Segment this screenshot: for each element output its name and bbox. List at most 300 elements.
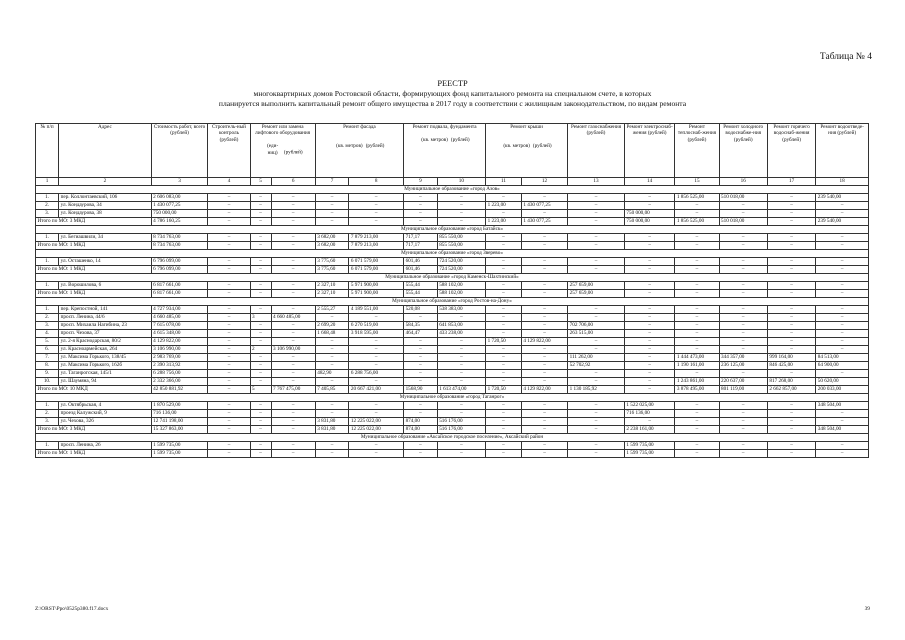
header-facade-title: Ремонт фасада [343,124,376,130]
table-cell: 348 504,00 [816,402,869,410]
table-cell: – [404,218,438,226]
table-cell: 200 033,00 [816,386,869,394]
table-cell: – [349,210,404,218]
file-path: Z:\ORST\Ppo\0525p380.f17.docx [35,606,109,612]
table-cell: – [521,322,567,330]
table-cell: – [675,314,719,322]
table-cell: – [486,410,522,418]
table-cell: – [521,410,567,418]
municipality-name: Муниципальное образование «город Таганрог» [36,394,869,402]
table-cell: – [404,346,438,354]
table-cell: – [208,426,250,434]
table-cell: – [404,370,438,378]
table-cell: – [675,402,719,410]
table-cell: – [568,426,625,434]
table-cell: – [719,314,767,322]
table-cell: – [250,450,271,458]
table-cell: – [624,322,674,330]
header-cold: Ремонт холодного водоснабже-ния (рублей) [719,124,767,178]
total-row [36,450,869,458]
table-cell: 601,46 [404,258,438,266]
header-facade-m: (кв. метров) [336,143,363,150]
column-number-cell: 15 [675,178,719,186]
table-cell: 348 504,00 [816,426,869,434]
table-cell: – [486,234,522,242]
table-cell: 7 767 475,00 [271,386,315,394]
table-cell: – [521,370,567,378]
table-cell: 1 190 161,00 [675,362,719,370]
table-cell: – [719,306,767,314]
table-cell: – [719,402,767,410]
table-cell: – [816,330,869,338]
table-cell: – [521,282,567,290]
total-row [36,218,869,226]
municipality-section-row [36,226,869,234]
header-address: Адрес [59,124,152,178]
table-cell: 1 243 861,00 [675,378,719,386]
column-number-cell: 13 [568,178,625,186]
table-cell: 433 238,00 [437,330,485,338]
table-cell: – [404,314,438,322]
total-row [36,242,869,250]
address-cell: ул. Таганрогская, 145/1 [59,370,152,378]
table-cell: 64 900,00 [816,362,869,370]
table-cell: – [349,194,404,202]
table-cell: – [568,346,625,354]
table-cell: – [624,314,674,322]
table-cell: – [250,378,271,386]
table-cell: 4 660 485,00 [151,314,208,322]
table-cell: – [719,234,767,242]
table-cell: – [568,306,625,314]
table-cell: – [719,282,767,290]
table-cell: 2 606 083,00 [151,194,208,202]
table-cell: 1 223,00 [486,218,522,226]
table-cell: – [437,314,485,322]
table-cell: – [719,338,767,346]
table-cell: 4 615 348,00 [151,330,208,338]
table-cell: – [767,442,815,450]
table-cell: 3 878 495,00 [675,386,719,394]
table-cell: – [767,370,815,378]
table-cell: – [404,378,438,386]
table-cell: – [521,450,567,458]
table-cell: – [675,242,719,250]
table-cell: 855 550,00 [437,234,485,242]
table-cell: – [208,338,250,346]
table-cell: 1 430 077,25 [151,202,208,210]
table-cell: – [486,210,522,218]
table-cell: – [437,402,485,410]
table-cell: – [767,266,815,274]
table-cell: – [568,258,625,266]
table-cell: – [675,258,719,266]
table-cell: 236 125,00 [719,362,767,370]
table-cell: – [816,314,869,322]
table-row [36,330,869,338]
municipality-section-row [36,298,869,306]
table-cell: – [208,322,250,330]
table-row [36,362,869,370]
table-cell: 42 850 881,92 [151,386,208,394]
table-cell: 510 018,00 [719,194,767,202]
table-cell: 601,46 [404,266,438,274]
table-cell: – [767,338,815,346]
table-cell: – [437,362,485,370]
table-cell: – [568,234,625,242]
row-number: 1. [36,258,59,266]
table-cell: 4 660 485,00 [271,314,315,322]
table-cell: – [315,338,349,346]
table-row [36,210,869,218]
table-cell: 1 599 735,00 [151,442,208,450]
table-row [36,258,869,266]
municipality-section-row [36,250,869,258]
table-cell: 516 176,00 [437,426,485,434]
table-cell: – [437,194,485,202]
table-cell: – [521,378,567,386]
table-cell: – [486,242,522,250]
table-cell: – [208,386,250,394]
row-number: 6. [36,346,59,354]
address-cell: ул. Ворошилова, 6 [59,282,152,290]
table-cell: – [816,242,869,250]
table-cell: – [437,378,485,386]
table-cell: – [208,194,250,202]
header-control: Строитель-ный контроль (рублей) [208,124,250,178]
table-cell: – [675,370,719,378]
table-cell: – [675,346,719,354]
table-cell: – [208,378,250,386]
table-cell: – [816,282,869,290]
table-cell: – [315,402,349,410]
address-cell: ул. Максима Горького, 138/45 [59,354,152,362]
table-cell: 1 856 525,00 [675,194,719,202]
table-cell: – [404,362,438,370]
table-cell: 6 270 519,00 [349,322,404,330]
municipality-section-row [36,434,869,442]
table-cell: – [816,266,869,274]
table-cell: 538 383,00 [437,306,485,314]
table-cell: – [675,410,719,418]
table-cell: – [675,338,719,346]
table-cell: – [568,210,625,218]
table-cell: – [250,242,271,250]
table-cell: – [271,242,315,250]
table-cell: – [437,202,485,210]
header-roof-m: (кв. метров) [503,143,530,150]
table-cell: 555,44 [404,290,438,298]
table-cell: – [816,234,869,242]
table-cell: – [437,338,485,346]
table-cell: 1568,90 [404,386,438,394]
table-cell: – [315,210,349,218]
table-cell: – [719,258,767,266]
table-cell: – [315,194,349,202]
table-cell: – [816,442,869,450]
table-cell: – [486,306,522,314]
table-cell: – [208,210,250,218]
table-cell: – [208,346,250,354]
table-cell: 750 000,00 [624,218,674,226]
column-number-cell: 10 [437,178,485,186]
table-cell: – [624,346,674,354]
table-cell: 7 405,85 [315,386,349,394]
address-cell: ул. Красноармейская, 264 [59,346,152,354]
table-cell: 52 702,92 [568,362,625,370]
row-number: 1. [36,442,59,450]
header-basement [404,124,486,178]
table-cell: 641 853,00 [437,322,485,330]
total-label: Итого по МО: 3 МКД [36,218,152,226]
table-cell: – [816,202,869,210]
table-row [36,346,869,354]
column-number-cell: 6 [271,178,315,186]
column-number-cell: 11 [486,178,522,186]
table-cell: – [568,218,625,226]
table-body [36,186,869,458]
table-cell: 3 775,60 [315,258,349,266]
table-cell: – [568,370,625,378]
table-cell: – [767,194,815,202]
table-cell: – [349,354,404,362]
table-cell: – [271,378,315,386]
table-cell: – [568,338,625,346]
table-cell: – [271,450,315,458]
header-sewer: Ремонт водоотведе-ния (рублей) [816,124,869,178]
table-cell: – [521,242,567,250]
table-cell: – [675,330,719,338]
table-cell: – [208,234,250,242]
table-cell: – [271,362,315,370]
table-cell: – [719,426,767,434]
table-cell: – [624,386,674,394]
table-cell: – [486,370,522,378]
table-cell: – [767,210,815,218]
table-cell: – [208,218,250,226]
table-cell: – [624,418,674,426]
table-cell: 555,44 [404,282,438,290]
table-cell: 724 520,00 [437,266,485,274]
address-cell: пер. Коллонтаевский, 106 [59,194,152,202]
column-number-cell: 1 [36,178,59,186]
table-cell: 482,90 [315,370,349,378]
row-number: 1. [36,234,59,242]
table-cell: – [271,282,315,290]
table-cell: – [675,426,719,434]
table-cell: 5 971 900,00 [349,282,404,290]
table-cell: 1 130 185,92 [568,386,625,394]
table-cell: – [486,314,522,322]
table-cell: – [568,266,625,274]
table-cell: – [271,426,315,434]
table-cell: 6 288 756,00 [151,370,208,378]
address-cell: ул. Максима Горького, 162б [59,362,152,370]
table-row [36,322,869,330]
table-cell: – [271,322,315,330]
table-cell: – [271,354,315,362]
table-cell: – [816,322,869,330]
table-cell: – [486,330,522,338]
total-label: Итого по МО: 3 МКД [36,426,152,434]
table-cell: 3 682,00 [315,234,349,242]
table-cell: – [208,314,250,322]
municipality-name: Муниципальное образование «Аксайское городское поселение», Аксайский район [36,434,869,442]
table-cell: 588 102,00 [437,282,485,290]
table-cell: – [349,378,404,386]
row-number: 10. [36,378,59,386]
table-cell: – [250,410,271,418]
table-cell: 3 831,80 [315,418,349,426]
header-roof [486,124,568,178]
table-cell: 1 430 077,25 [521,218,567,226]
total-row [36,426,869,434]
table-row [36,234,869,242]
table-row [36,314,869,322]
table-cell: 1 668,48 [315,330,349,338]
table-cell: – [816,410,869,418]
table-cell: – [767,410,815,418]
table-cell: 1 599 735,00 [151,450,208,458]
page-number: 39 [864,606,870,612]
table-cell: – [271,210,315,218]
row-number: 8. [36,362,59,370]
table-cell: – [486,322,522,330]
column-number-cell: 5 [250,178,271,186]
header-basement-m: (кв. метров) [421,136,448,143]
table-cell: 4 129 822,00 [521,386,567,394]
table-cell: – [208,306,250,314]
table-cell: 6 817 661,00 [151,290,208,298]
address-cell: ул. Кондаурова, 38 [59,210,152,218]
header-cost: Стоимость работ, всего (рублей) [151,124,208,178]
table-cell: – [208,410,250,418]
column-number-cell: 4 [208,178,250,186]
table-row [36,354,869,362]
table-cell: – [521,306,567,314]
table-cell: – [719,322,767,330]
table-cell: 846 425,00 [767,362,815,370]
row-number: 3. [36,418,59,426]
table-cell: – [624,378,674,386]
table-cell: – [250,282,271,290]
table-cell: – [521,442,567,450]
column-number-cell: 18 [816,178,869,186]
table-cell: – [349,346,404,354]
table-cell: – [816,306,869,314]
table-cell: – [404,354,438,362]
table-cell: 716 136,00 [624,410,674,418]
total-label: Итого по МО: 1 МКД [36,450,152,458]
table-cell: 1 430 077,25 [521,202,567,210]
address-cell: ул. Кондаурова, 34 [59,202,152,210]
table-cell: – [521,346,567,354]
table-row [36,410,869,418]
table-cell: – [208,418,250,426]
row-number: 2. [36,202,59,210]
table-cell: 3 831,80 [315,426,349,434]
table-cell: 257 659,00 [568,290,625,298]
table-cell: – [250,442,271,450]
table-cell: – [568,450,625,458]
document-subtitle-line-2: планируется выполнить капитальный ремонт общего имущества в 2017 году в соответствии с жилищным законодательством, по видам ремонта [218,99,687,108]
table-cell: – [624,202,674,210]
table-cell: – [624,338,674,346]
table-cell: – [767,322,815,330]
column-number-cell: 8 [349,178,404,186]
table-cell: – [719,346,767,354]
address-cell: просп. Михаила Нагибина, 23 [59,322,152,330]
table-cell: – [404,402,438,410]
table-cell: 817 268,00 [767,378,815,386]
table-cell: – [568,242,625,250]
table-cell: 220 637,00 [719,378,767,386]
table-row [36,202,869,210]
table-cell: – [767,282,815,290]
table-cell: – [271,418,315,426]
table-cell: – [486,194,522,202]
table-cell: – [486,290,522,298]
table-cell: 2 [250,346,271,354]
table-number: Таблица № 4 [819,52,872,62]
table-cell: – [271,266,315,274]
table-cell: – [271,194,315,202]
table-cell: – [486,354,522,362]
table-cell: – [568,402,625,410]
table-cell: 1 720,50 [486,338,522,346]
table-cell: 3 [250,314,271,322]
header-electric: Ремонт электроснаб-жения (рублей) [624,124,674,178]
table-row [36,418,869,426]
table-cell: – [315,450,349,458]
municipality-name: Муниципальное образование «город Ростов-на-Дону» [36,298,869,306]
table-cell: 12 225 022,00 [349,426,404,434]
table-cell: 2 332 366,00 [151,378,208,386]
table-cell: – [816,418,869,426]
table-cell: – [250,362,271,370]
table-cell: – [250,426,271,434]
table-cell: – [816,370,869,378]
row-number: 2. [36,314,59,322]
table-cell: – [250,266,271,274]
table-cell: 3 775,60 [315,266,349,274]
table-cell: – [624,242,674,250]
table-cell: 510 018,00 [719,218,767,226]
table-cell: 717,17 [404,234,438,242]
table-cell: – [315,442,349,450]
table-cell: – [208,370,250,378]
table-cell: – [521,330,567,338]
table-cell: 344 357,00 [719,354,767,362]
table-cell: 7 879 213,00 [349,234,404,242]
table-cell: – [521,418,567,426]
table-cell: 4 129 822,00 [521,338,567,346]
table-cell: – [767,290,815,298]
table-cell: – [486,450,522,458]
table-cell: – [486,402,522,410]
column-number-cell: 2 [59,178,152,186]
table-cell: – [404,410,438,418]
table-cell: – [719,290,767,298]
table-cell: 750 000,00 [151,210,208,218]
table-cell: – [271,306,315,314]
table-cell: – [816,290,869,298]
address-cell: ул. 2-я Краснодарская, 80/2 [59,338,152,346]
table-cell: – [767,242,815,250]
table-cell: – [486,426,522,434]
table-cell: – [437,346,485,354]
table-cell: – [404,194,438,202]
